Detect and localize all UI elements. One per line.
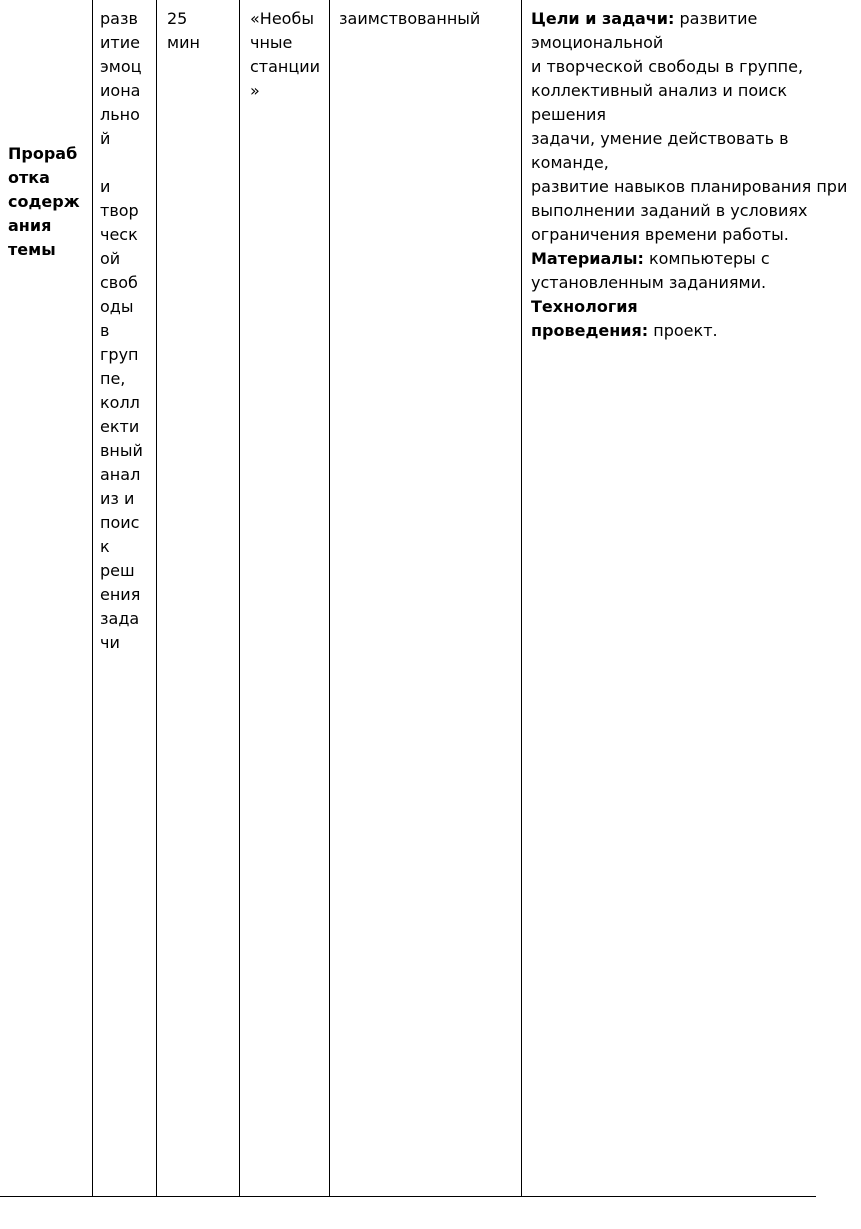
column-divider-5: [521, 0, 522, 1197]
materials-text: компьютеры с установленным заданиями.: [531, 249, 770, 292]
column-divider-1: [92, 0, 93, 1197]
column-divider-4: [329, 0, 330, 1197]
technology-text: проект.: [648, 321, 718, 340]
activity-goal-cell: разв итие эмоц иона льно й и твор ческ ой своб оды в груп пе, колл екти вный анал из и поис к реш ения зада чи: [100, 9, 143, 652]
duration-cell: 25 мин: [167, 9, 200, 52]
column-divider-3: [239, 0, 240, 1197]
description-text: [531, 7, 861, 343]
section-label: Прораб отка содерж ания темы: [8, 144, 80, 259]
activity-type-cell: заимствованный: [339, 9, 481, 28]
activity-name-cell: «Необы чные станции »: [250, 9, 321, 100]
description-cell: [531, 7, 848, 340]
technology-label: Технология проведения:: [531, 297, 649, 340]
goals-label: Цели и задачи:: [531, 9, 675, 28]
goals-text: развитие эмоциональной и творческой свободы в группе, коллективный анализ и поиск решения задачи, умение действовать в команде, развитие навыков планирования при выполнении заданий в условиях ограничения времени работы.: [531, 9, 848, 244]
column-divider-2: [156, 0, 157, 1197]
materials-label: Материалы:: [531, 249, 644, 268]
table-bottom-border: [0, 1196, 816, 1197]
